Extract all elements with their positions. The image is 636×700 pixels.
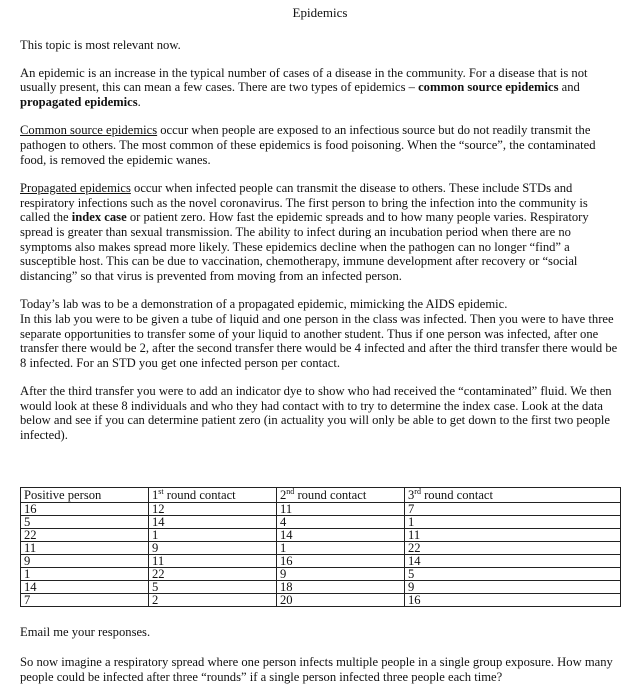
table-cell: 7 [405,503,621,516]
indicator-paragraph: After the third transfer you were to add an indicator dye to show who had received the “contaminated” fluid. We then would look at these 8 individuals and who they had contact with to try to determine the index case. Look at the data below and see if you can determine patient zero (in actuality you will only be able to get down to the first two people infected). [20,384,612,443]
table-cell: 5 [405,568,621,581]
table-cell: 1 [149,529,277,542]
para1-end: . [137,94,141,109]
table-cell: 9 [149,542,277,555]
contact-table [20,487,621,607]
lab-line1: Today’s lab was to be a demonstration of a propagated epidemic, mimicking the AIDS epidemic. [20,297,508,312]
para3-text1: occur when infected people can transmit the disease to others. These include STDs and respiratory infections such as the novel coronavirus. The first person to bring the infection into the community is called the [20,181,588,225]
table-row [21,542,621,555]
table-cell: 14 [21,581,149,594]
header-round1: 1st round contact [149,488,277,503]
table-cell: 14 [277,529,405,542]
table-row [21,581,621,594]
propagated-bold: propagated epidemics [20,94,138,109]
common-source-bold: common source epidemics [418,80,559,95]
table-row [21,594,621,607]
table-cell: 16 [21,503,149,516]
table-cell: 7 [21,594,149,607]
table-header-row [21,488,621,503]
table-cell: 12 [149,503,277,516]
intro-text: This topic is most relevant now. [20,38,181,52]
table-cell: 16 [277,555,405,568]
table-row [21,503,621,516]
table-cell: 9 [277,568,405,581]
table-cell: 9 [405,581,621,594]
propagated-paragraph [20,181,620,283]
table-cell: 14 [405,555,621,568]
table-cell: 16 [405,594,621,607]
table-row [21,568,621,581]
common-source-term: Common source epidemics [20,123,158,138]
table-cell: 1 [405,516,621,529]
table-cell: 1 [21,568,149,581]
propagated-term: Propagated epidemics [20,181,131,196]
page-title: Epidemics [292,5,348,20]
index-case-bold: index case [71,210,127,225]
table-row [21,555,621,568]
final-question-paragraph: So now imagine a respiratory spread where one person infects multiple people in a single group exposure. How many people could be infected after three “rounds” if a single person infected three people each time? [20,655,613,684]
epidemic-definition-paragraph [20,66,620,110]
table-cell: 22 [21,529,149,542]
table-cell: 9 [21,555,149,568]
header-round2: 2nd round contact [277,488,405,503]
para1-mid: and [558,80,580,95]
header-round3: 3rd round contact [405,488,621,503]
table-cell: 5 [21,516,149,529]
table-cell: 18 [277,581,405,594]
table-cell: 1 [277,542,405,555]
table-cell: 4 [277,516,405,529]
table-cell: 11 [21,542,149,555]
table-cell: 20 [277,594,405,607]
document-page [20,0,620,684]
email-note: Email me your responses. [20,625,151,639]
lab-paragraph: In this lab you were to be given a tube of liquid and one person in the class was infected. Then you were to have three separate opportunities to transfer some of your liquid to another student. Thus if one person was infected, after one transfer there would be 2, after the second transfer there would be 4 infected and after the third transfer there would be 8 infected. For an STD you get one infected person per contact. [20,311,618,370]
table-cell: 22 [149,568,277,581]
para3-text2: or patient zero. How fast the epidemic spreads and to how many people varies. Respiratory spread is greater than sexual transmission. The ability to infect during an incubation period when there are no symptoms also makes spread more likely. These epidemics decline when the pathogen can no longer “find” a susceptible host. This can be due to vaccination, chemotherapy, immune development after recovery or “social distancing” so that virus is prevented from moving from an infected person. [20,210,589,283]
table-cell: 11 [277,503,405,516]
header-positive-person: Positive person [21,488,149,503]
table-cell: 11 [149,555,277,568]
para1-text: An epidemic is an increase in the typical number of cases of a disease in the community. For a disease that is not usually present, this can mean a few cases. There are two types of epidemics – [20,65,588,95]
table-row [21,529,621,542]
table-cell: 2 [149,594,277,607]
para2-text: occur when people are exposed to an infectious source but do not readily transmit the pathogen to others. The most common of these epidemics is food poisoning. When the “source”, the contaminated food, is removed the epidemic wanes. [20,123,596,167]
table-cell: 22 [405,542,621,555]
table-cell: 11 [405,529,621,542]
table-cell: 14 [149,516,277,529]
table-row [21,516,621,529]
table-cell: 5 [149,581,277,594]
common-source-paragraph [20,123,620,167]
